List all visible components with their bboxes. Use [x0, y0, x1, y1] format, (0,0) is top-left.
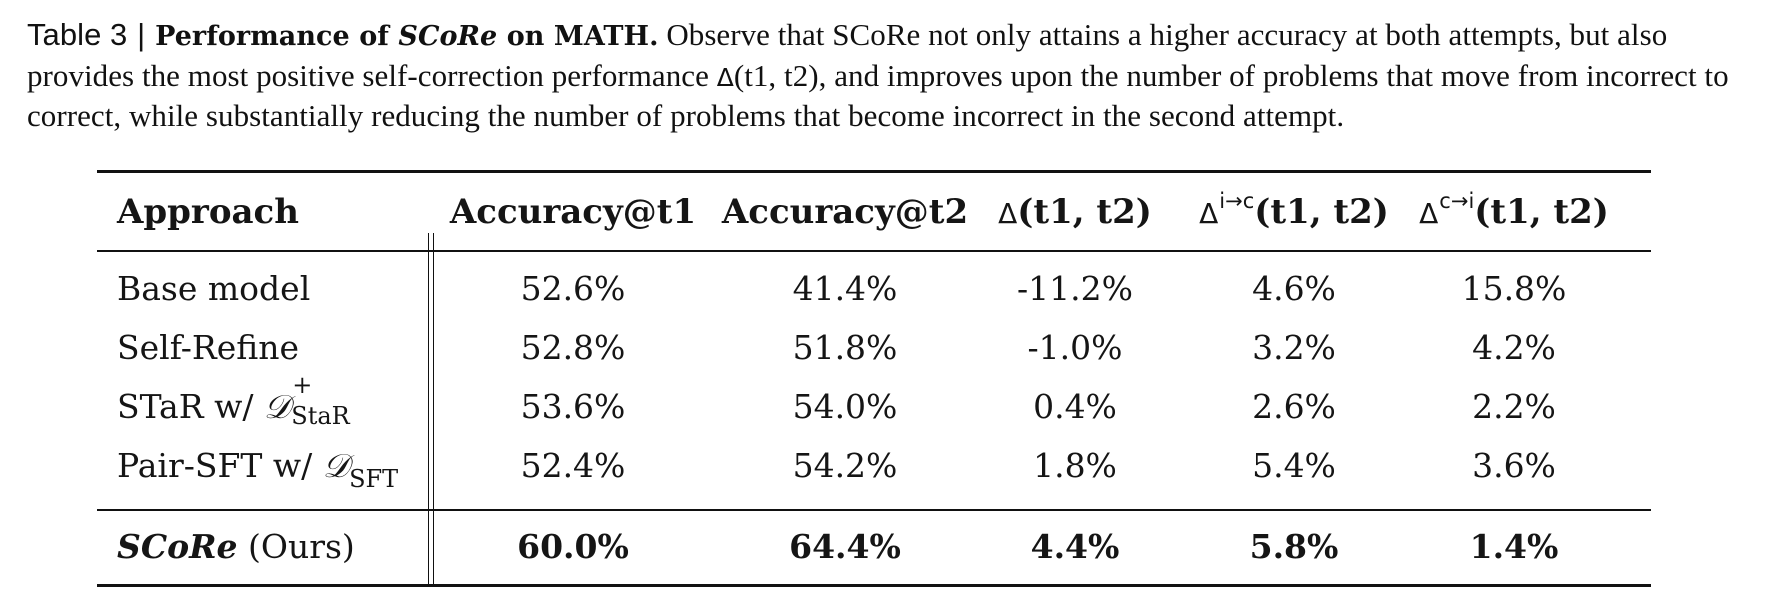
table-caption — [27, 16, 1767, 136]
results-table — [97, 170, 1651, 590]
caption-title — [155, 21, 658, 52]
row-score-delta: 4.4% — [1030, 527, 1120, 566]
caption-text-part1: Observe that SCoRe not only attains a higher accuracy at both attempts, but also provides the most positive self-correction performance — [27, 17, 1668, 93]
column-divider-right — [433, 233, 434, 584]
row-self-refine-delta-ci: 4.2% — [1472, 328, 1556, 367]
row-pair-sft-delta-ic: 5.4% — [1252, 446, 1336, 485]
header-accuracy-t2: Accuracy@t2 — [721, 192, 969, 232]
header-delta-glyph: Δ — [998, 197, 1018, 230]
header-delta-ic-glyph: Δ — [1199, 197, 1219, 230]
header-delta-ic — [1199, 189, 1389, 236]
caption-text-part2: (t1, t2), and improves upon the number of problems that move from incorrect to correct, while substantially reducing the number of problems that become incorrect in the second attempt. — [27, 57, 1729, 133]
row-base-model-delta: -11.2% — [1017, 269, 1133, 308]
row-star-approach-sup: + — [292, 371, 313, 399]
row-score-approach-method: SCoRe — [117, 527, 238, 566]
row-base-model-delta-ic: 4.6% — [1252, 269, 1336, 308]
row-pair-sft-acc-t2: 54.2% — [792, 446, 898, 485]
row-star-acc-t1: 53.6% — [520, 387, 626, 426]
column-divider-left — [428, 233, 429, 584]
row-pair-sft-acc-t1: 52.4% — [520, 446, 626, 485]
row-score-acc-t1: 60.0% — [517, 527, 629, 566]
row-base-model-delta-ci: 15.8% — [1461, 269, 1567, 308]
row-self-refine-acc-t2: 51.8% — [792, 328, 898, 367]
row-pair-sft-approach-sub: SFT — [349, 465, 399, 493]
row-star-delta: 0.4% — [1033, 387, 1117, 426]
caption-separator: | — [137, 17, 146, 52]
caption-title-prefix: Performance of — [155, 21, 399, 52]
bottom-rule — [97, 584, 1651, 587]
header-rule — [97, 250, 1651, 252]
row-star-approach-prefix: STaR w/ — [117, 387, 264, 426]
header-delta-ic-text: (t1, t2) — [1254, 192, 1389, 232]
row-star-approach-math: 𝒟 — [263, 387, 291, 426]
caption-title-suffix: on MATH. — [497, 21, 659, 52]
row-base-model-acc-t1: 52.6% — [520, 269, 626, 308]
row-self-refine-acc-t1: 52.8% — [520, 328, 626, 367]
header-delta-text: (t1, t2) — [1017, 192, 1152, 232]
header-delta-ci-text: (t1, t2) — [1474, 192, 1609, 232]
row-self-refine-delta-ic: 3.2% — [1252, 328, 1336, 367]
row-self-refine-delta: -1.0% — [1027, 328, 1123, 367]
top-rule — [97, 170, 1651, 173]
row-pair-sft-approach-prefix: Pair-SFT w/ — [117, 446, 323, 485]
row-star-acc-t2: 54.0% — [792, 387, 898, 426]
row-base-model-approach: Base model — [117, 269, 311, 308]
header-delta-ci — [1419, 189, 1609, 236]
mid-rule — [97, 509, 1651, 511]
row-self-refine-approach: Self-Refine — [117, 328, 300, 367]
row-base-model-acc-t2: 41.4% — [792, 269, 898, 308]
header-delta-ci-glyph: Δ — [1419, 197, 1439, 230]
caption-delta-symbol: Δ — [716, 62, 734, 92]
row-pair-sft-approach-math: 𝒟 — [322, 446, 350, 485]
header-accuracy-t1: Accuracy@t1 — [449, 192, 697, 232]
row-pair-sft-delta-ci: 3.6% — [1472, 446, 1556, 485]
header-delta-ci-sup: c→i — [1439, 189, 1475, 213]
row-star-delta-ci: 2.2% — [1472, 387, 1556, 426]
row-score-delta-ci: 1.4% — [1469, 527, 1559, 566]
header-delta — [998, 192, 1152, 234]
row-score-acc-t2: 64.4% — [789, 527, 901, 566]
row-score-delta-ic: 5.8% — [1249, 527, 1339, 566]
row-star-approach-sub: StaR — [291, 402, 350, 430]
header-approach: Approach — [117, 192, 299, 232]
row-star-approach — [117, 371, 372, 430]
row-score-approach — [117, 527, 355, 567]
caption-title-method: SCoRe — [398, 21, 498, 52]
row-pair-sft-approach — [117, 446, 399, 493]
row-star-delta-ic: 2.6% — [1252, 387, 1336, 426]
row-star-approach-scripts — [290, 371, 372, 430]
table-label: Table 3 — [27, 17, 128, 52]
row-pair-sft-delta: 1.8% — [1033, 446, 1117, 485]
row-score-approach-suffix: (Ours) — [237, 527, 355, 566]
header-delta-ic-sup: i→c — [1219, 189, 1255, 213]
